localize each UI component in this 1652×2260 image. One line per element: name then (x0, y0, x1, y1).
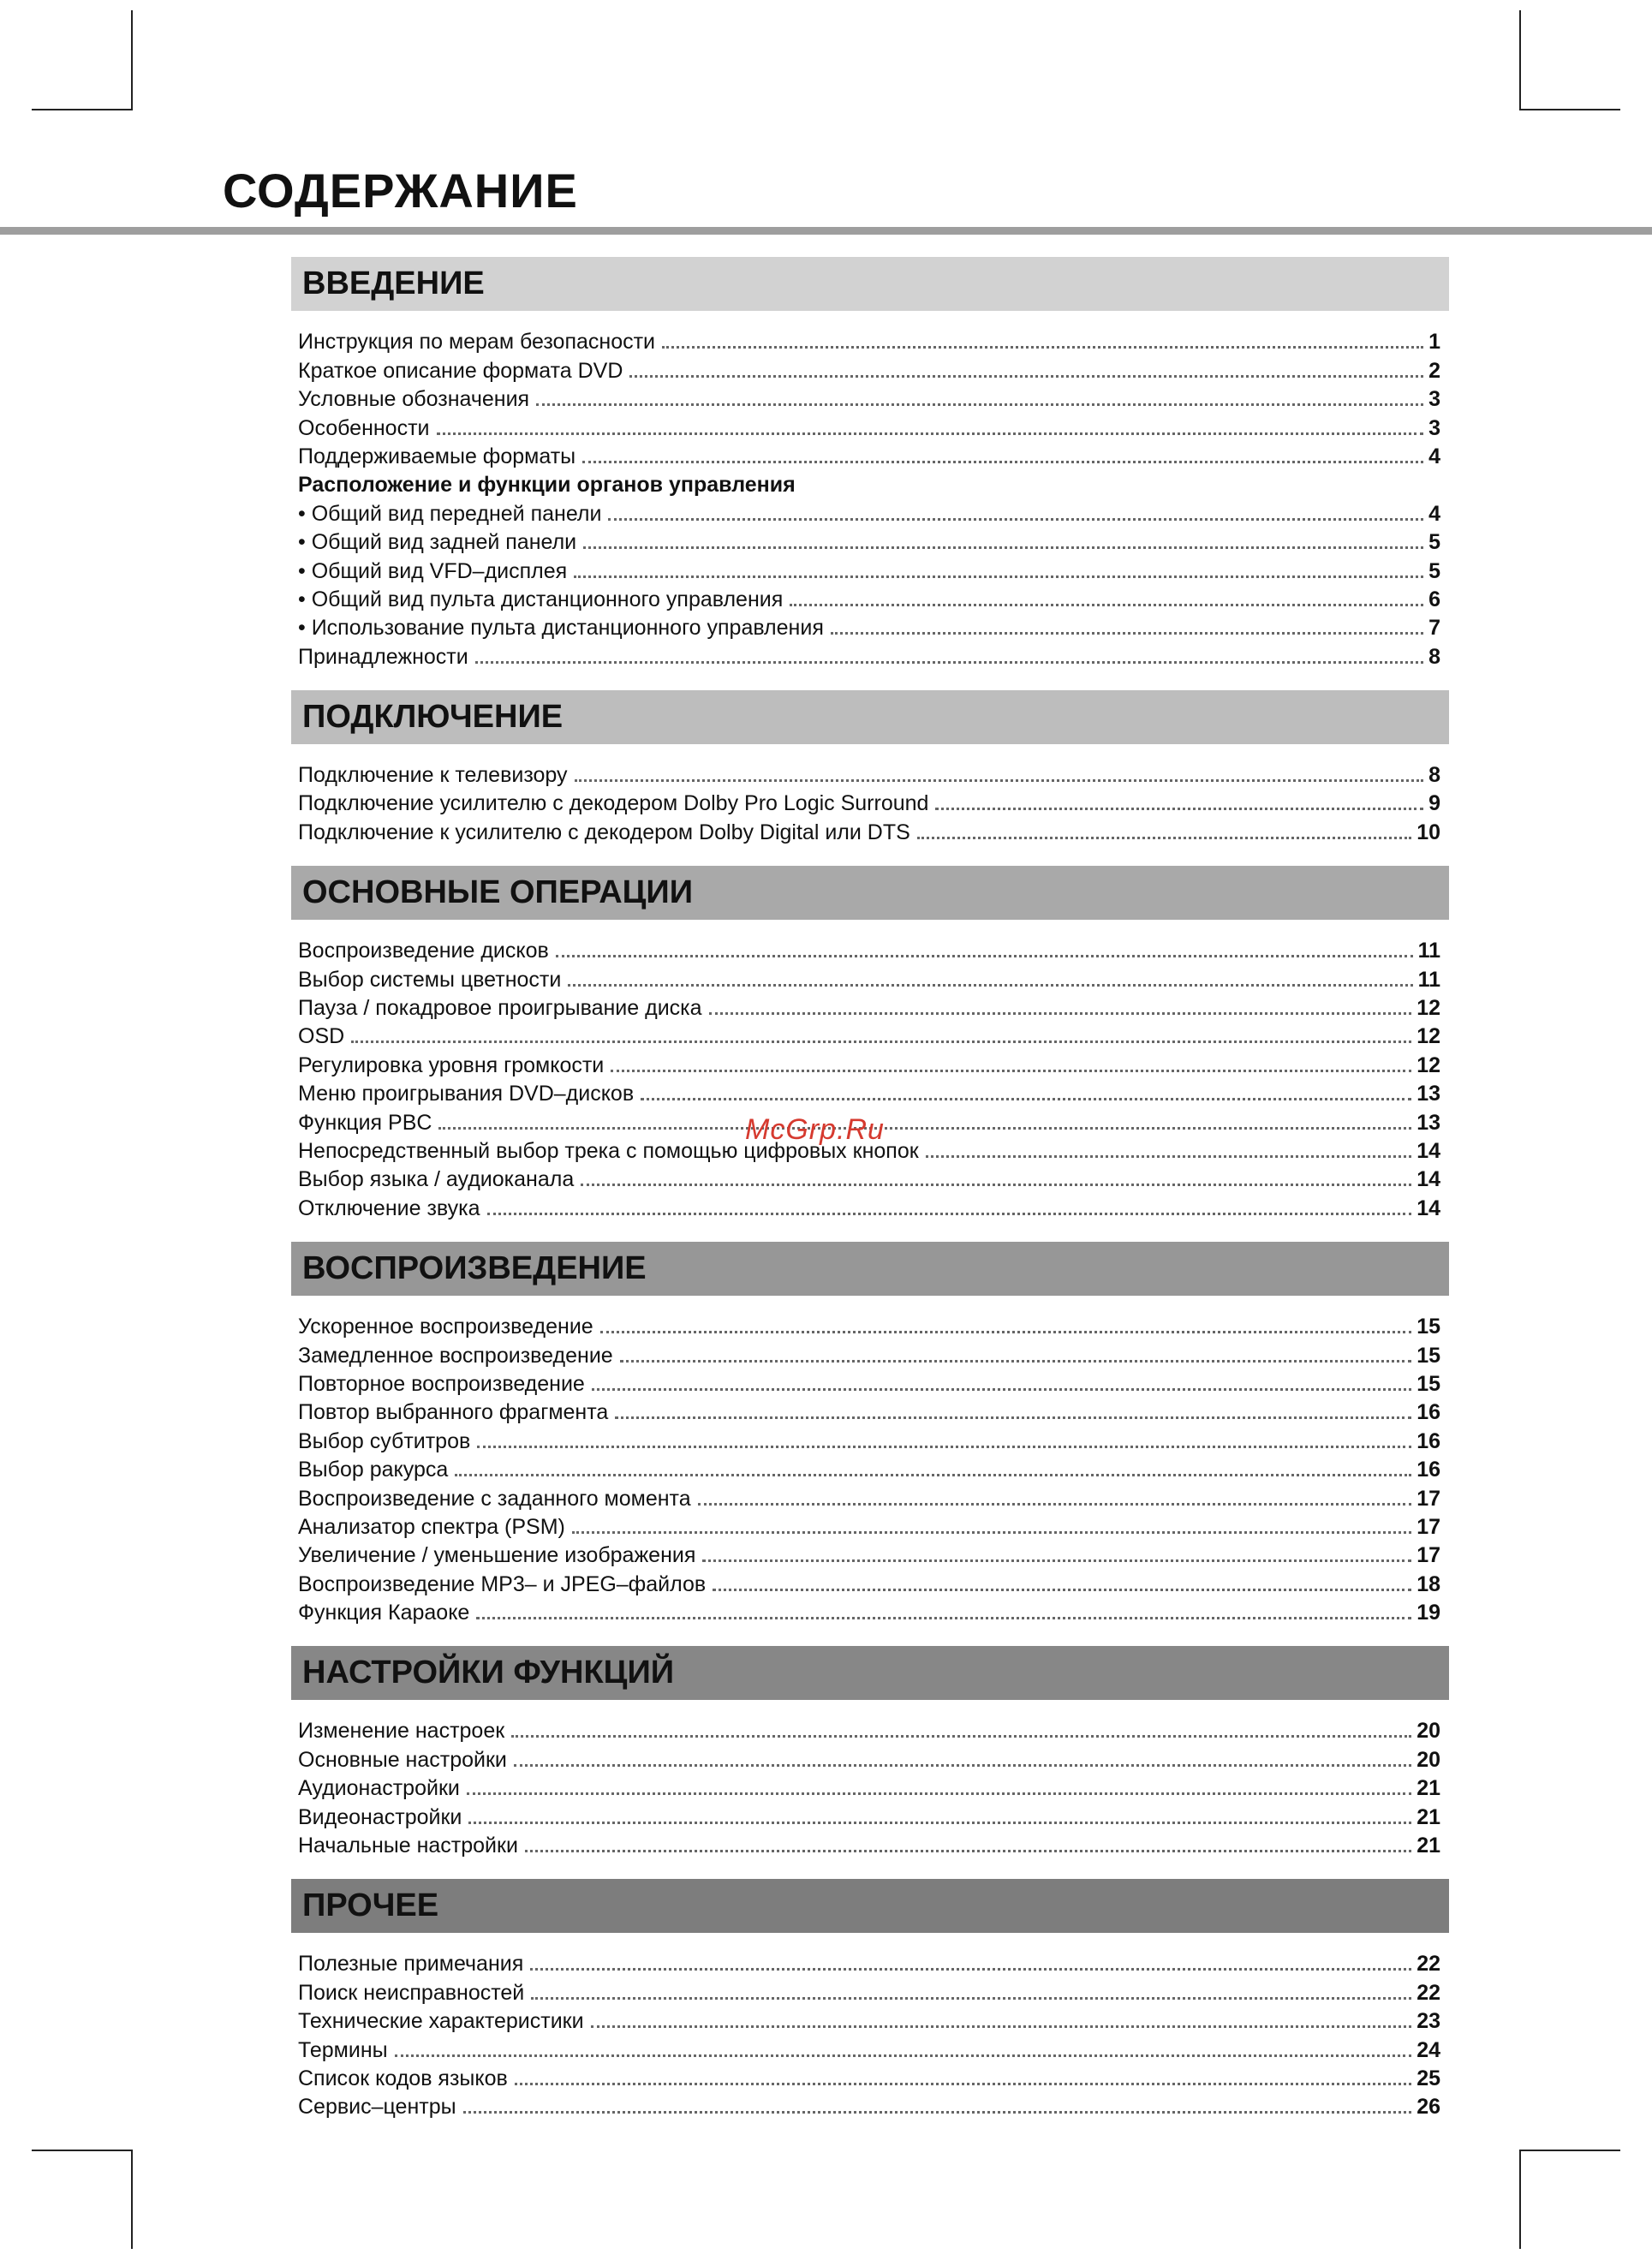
crop-mark-bl-v (131, 2150, 133, 2249)
entry-page-number: 23 (1416, 2009, 1440, 2034)
toc-entry (298, 614, 1449, 642)
entry-page-number: 3 (1428, 387, 1440, 412)
toc-entry (298, 1051, 1449, 1079)
entry-label: Увеличение / уменьшение изображения (298, 1543, 696, 1568)
entry-label: Непосредственный выбор трека с помощью цифровых кнопок (298, 1138, 919, 1163)
toc-entry (298, 994, 1449, 1023)
entry-label: Поиск неисправностей (298, 1980, 525, 2005)
entry-list (291, 311, 1449, 671)
toc-entry (298, 443, 1449, 471)
toc-entry (298, 499, 1449, 528)
entry-label: Технические характеристики (298, 2009, 584, 2034)
dot-leader (468, 1822, 1411, 1824)
entry-label: • Использование пульта дистанционного управления (298, 616, 824, 641)
dot-leader (662, 346, 1423, 349)
entry-page-number: 14 (1416, 1196, 1440, 1220)
entry-list (291, 744, 1449, 847)
crop-mark-tr-v (1519, 10, 1521, 110)
entry-label: Выбор системы цветности (298, 967, 562, 992)
entry-label: • Общий вид задней панели (298, 530, 577, 555)
dot-leader (591, 2025, 1412, 2028)
toc-entry (298, 1484, 1449, 1512)
toc-entry (298, 1832, 1449, 1860)
entry-label: Сервис–центры (298, 2095, 456, 2120)
toc-entry (298, 1803, 1449, 1831)
toc-entry (298, 1194, 1449, 1222)
entry-page-number: 17 (1416, 1514, 1440, 1539)
dot-leader (611, 1070, 1411, 1072)
entry-label: Изменение настроек (298, 1719, 505, 1744)
entry-label: Воспроизведение MP3– и JPEG–файлов (298, 1571, 707, 1596)
entry-label: Воспроизведение дисков (298, 939, 549, 963)
crop-mark-br-v (1519, 2150, 1521, 2249)
toc-entry (298, 557, 1449, 585)
dot-leader (600, 1331, 1411, 1333)
entry-label: Функция PBC (298, 1110, 432, 1135)
entry-page-number: 19 (1416, 1601, 1440, 1625)
toc-section (291, 1879, 1449, 2121)
entry-label: Инструкция по мерам безопасности (298, 330, 656, 355)
entry-list (291, 1700, 1449, 1860)
entry-page-number: 8 (1428, 763, 1440, 788)
entry-label: Выбор языка / аудиоканала (298, 1167, 575, 1192)
toc-entry (298, 328, 1449, 356)
toc-section (291, 1646, 1449, 1860)
entry-label: Выбор субтитров (298, 1428, 471, 1453)
entry-label: Ускоренное воспроизведение (298, 1315, 593, 1339)
dot-leader (926, 1155, 1412, 1158)
toc-entry (298, 790, 1449, 818)
dot-leader (437, 432, 1424, 435)
toc-entry (298, 1456, 1449, 1484)
entry-label: Принадлежности (298, 644, 468, 669)
crop-mark-br-h (1519, 2150, 1620, 2151)
entry-page-number: 20 (1416, 1747, 1440, 1772)
entry-label: Список кодов языков (298, 2066, 508, 2090)
entry-page-number: 18 (1416, 1571, 1440, 1596)
dot-leader (592, 1388, 1411, 1391)
entry-page-number: 4 (1428, 501, 1440, 526)
entry-label: Функция Караоке (298, 1601, 470, 1625)
entry-page-number: 6 (1428, 587, 1440, 611)
dot-leader (568, 984, 1412, 987)
section-header: ОСНОВНЫЕ ОПЕРАЦИИ (291, 866, 1449, 920)
section-header: ВВЕДЕНИЕ (291, 257, 1449, 311)
entry-page-number: 12 (1416, 1052, 1440, 1077)
toc-entry (298, 1570, 1449, 1598)
dot-leader (455, 1474, 1411, 1476)
toc-entry (298, 1166, 1449, 1194)
entry-label: Подключение усилителю с декодером Dolby Pro Logic Surround (298, 791, 929, 816)
dot-leader (641, 1098, 1411, 1100)
dot-leader (581, 1184, 1411, 1186)
toc-entry (298, 761, 1449, 790)
entry-page-number: 5 (1428, 558, 1440, 583)
entry-page-number: 11 (1417, 967, 1440, 992)
dot-leader (831, 632, 1423, 635)
entry-page-number: 16 (1416, 1458, 1440, 1482)
toc-entry (298, 1717, 1449, 1745)
entry-page-number: 13 (1416, 1082, 1440, 1106)
entry-label: Начальные настройки (298, 1834, 518, 1858)
dot-leader (511, 1735, 1411, 1738)
toc-entry (298, 356, 1449, 385)
entry-page-number: 22 (1416, 1980, 1440, 2005)
toc-entry (298, 1341, 1449, 1369)
dot-leader (515, 2083, 1411, 2085)
dot-leader (572, 1531, 1411, 1534)
dot-leader (467, 1792, 1411, 1795)
dot-leader (514, 1764, 1411, 1767)
toc-entry (298, 1398, 1449, 1427)
crop-mark-bl-h (32, 2150, 133, 2151)
entry-page-number: 17 (1416, 1543, 1440, 1568)
toc-entry (298, 586, 1449, 614)
dot-leader (438, 1127, 1411, 1130)
entry-page-number: 7 (1428, 616, 1440, 641)
entry-label: Меню проигрывания DVD–дисков (298, 1082, 635, 1106)
entry-page-number: 15 (1416, 1315, 1440, 1339)
toc-entry (298, 2093, 1449, 2121)
entry-label: Особенности (298, 415, 430, 440)
toc-entry (298, 385, 1449, 414)
entry-label: Расположение и функции органов управления (298, 473, 796, 498)
dot-leader (615, 1416, 1411, 1419)
dot-leader (575, 779, 1424, 782)
toc-entry (298, 2007, 1449, 2036)
toc-entry (298, 1745, 1449, 1774)
entry-page-number: 17 (1416, 1486, 1440, 1511)
dot-leader (790, 604, 1423, 606)
toc-entry (298, 1313, 1449, 1341)
dot-leader (582, 461, 1423, 463)
page-title: СОДЕРЖАНИЕ (223, 164, 578, 218)
entry-label: Отключение звука (298, 1196, 480, 1220)
entry-page-number: 21 (1416, 1804, 1440, 1829)
entry-page-number: 10 (1416, 820, 1440, 844)
toc-entry (298, 2065, 1449, 2093)
entry-label: Пауза / покадровое проигрывание диска (298, 996, 702, 1021)
dot-leader (608, 518, 1423, 521)
entry-list (291, 920, 1449, 1223)
dot-leader (487, 1213, 1412, 1215)
entry-page-number: 3 (1428, 415, 1440, 440)
dot-leader (475, 661, 1423, 664)
dot-leader (709, 1012, 1412, 1015)
dot-leader (629, 375, 1423, 378)
entry-label: Подключение к усилителю с декодером Dolby Digital или DTS (298, 820, 910, 844)
entry-page-number: 2 (1428, 358, 1440, 383)
toc-section (291, 690, 1449, 847)
dot-leader (530, 1968, 1411, 1971)
dot-leader (583, 546, 1423, 549)
dot-leader (531, 1997, 1411, 2000)
entry-page-number: 4 (1428, 444, 1440, 468)
toc-entry (298, 1541, 1449, 1570)
entry-page-number: 8 (1428, 644, 1440, 669)
entry-label: Поддерживаемые форматы (298, 444, 576, 468)
entry-label: Повторное воспроизведение (298, 1371, 585, 1396)
entry-label: • Общий вид VFD–дисплея (298, 558, 568, 583)
entry-list (291, 1296, 1449, 1627)
toc-entry (298, 1023, 1449, 1051)
entry-label: Подключение к телевизору (298, 763, 568, 788)
dot-leader (476, 1617, 1411, 1619)
entry-label: Замедленное воспроизведение (298, 1343, 613, 1368)
entry-label: Краткое описание формата DVD (298, 358, 623, 383)
entry-page-number: 16 (1416, 1428, 1440, 1453)
entry-page-number: 14 (1416, 1138, 1440, 1163)
entry-page-number: 1 (1428, 330, 1440, 355)
dot-leader (713, 1589, 1411, 1591)
toc-entry (298, 1513, 1449, 1541)
toc-entry (298, 1950, 1449, 1978)
entry-page-number: 15 (1416, 1343, 1440, 1368)
crop-mark-tr-h (1519, 109, 1620, 110)
toc-entry (298, 1427, 1449, 1455)
toc-entry (298, 1774, 1449, 1803)
entry-label: • Общий вид пульта дистанционного управления (298, 587, 784, 611)
entry-page-number: 15 (1416, 1371, 1440, 1396)
toc-section (291, 866, 1449, 1223)
entry-page-number: 12 (1416, 996, 1440, 1021)
entry-page-number: 12 (1416, 1024, 1440, 1049)
toc-entry (298, 818, 1449, 846)
section-header: ПРОЧЕЕ (291, 1879, 1449, 1933)
title-rule (0, 227, 1652, 235)
toc-entry (298, 2036, 1449, 2064)
toc-entry (298, 965, 1449, 993)
entry-label: Выбор ракурса (298, 1458, 449, 1482)
toc-entry (298, 1599, 1449, 1627)
table-of-contents (291, 257, 1449, 2140)
entry-label: Воспроизведение с заданного момента (298, 1486, 691, 1511)
entry-list (291, 1933, 1449, 2121)
dot-leader (620, 1360, 1411, 1363)
crop-mark-tl-h (32, 109, 133, 110)
entry-page-number: 5 (1428, 530, 1440, 555)
entry-page-number: 9 (1428, 791, 1440, 816)
section-header: ВОСПРОИЗВЕДЕНИЕ (291, 1242, 1449, 1296)
dot-leader (698, 1503, 1412, 1506)
entry-page-number: 25 (1416, 2066, 1440, 2090)
entry-page-number: 14 (1416, 1167, 1440, 1192)
toc-entry (298, 642, 1449, 671)
dot-leader (702, 1559, 1411, 1562)
entry-label: • Общий вид передней панели (298, 501, 602, 526)
section-header: НАСТРОЙКИ ФУНКЦИЙ (291, 1646, 1449, 1700)
section-header: ПОДКЛЮЧЕНИЕ (291, 690, 1449, 744)
dot-leader (525, 1850, 1411, 1852)
dot-leader (935, 808, 1423, 810)
toc-section (291, 257, 1449, 671)
entry-page-number: 11 (1417, 939, 1440, 963)
entry-label: Условные обозначения (298, 387, 530, 412)
entry-page-number: 16 (1416, 1400, 1440, 1425)
entry-label: Повтор выбранного фрагмента (298, 1400, 609, 1425)
entry-page-number: 26 (1416, 2095, 1440, 2120)
crop-mark-tl-v (131, 10, 133, 110)
entry-page-number: 13 (1416, 1110, 1440, 1135)
entry-label: Термины (298, 2037, 388, 2062)
toc-entry (298, 1978, 1449, 2007)
entry-page-number: 20 (1416, 1719, 1440, 1744)
toc-entry (298, 937, 1449, 965)
dot-leader (477, 1446, 1411, 1448)
entry-label: Аудионастройки (298, 1776, 460, 1801)
entry-label: Регулировка уровня громкости (298, 1052, 605, 1077)
toc-entry (298, 1080, 1449, 1108)
dot-leader (463, 2111, 1412, 2114)
entry-page-number: 24 (1416, 2037, 1440, 2062)
dot-leader (351, 1041, 1411, 1043)
toc-section (291, 1242, 1449, 1627)
toc-entry (298, 528, 1449, 557)
watermark: McGrp.Ru (745, 1113, 885, 1146)
toc-entry (298, 1370, 1449, 1398)
toc-subheading (298, 471, 1449, 499)
dot-leader (917, 837, 1411, 839)
entry-page-number: 21 (1416, 1776, 1440, 1801)
entry-label: Анализатор спектра (PSM) (298, 1514, 565, 1539)
dot-leader (574, 575, 1423, 578)
entry-page-number: 22 (1416, 1952, 1440, 1977)
entry-label: Видеонастройки (298, 1804, 462, 1829)
dot-leader (556, 955, 1413, 957)
entry-label: OSD (298, 1024, 345, 1049)
entry-label: Полезные примечания (298, 1952, 524, 1977)
entry-page-number: 21 (1416, 1834, 1440, 1858)
dot-leader (536, 403, 1423, 406)
dot-leader (395, 2054, 1412, 2057)
entry-label: Основные настройки (298, 1747, 507, 1772)
toc-entry (298, 414, 1449, 442)
